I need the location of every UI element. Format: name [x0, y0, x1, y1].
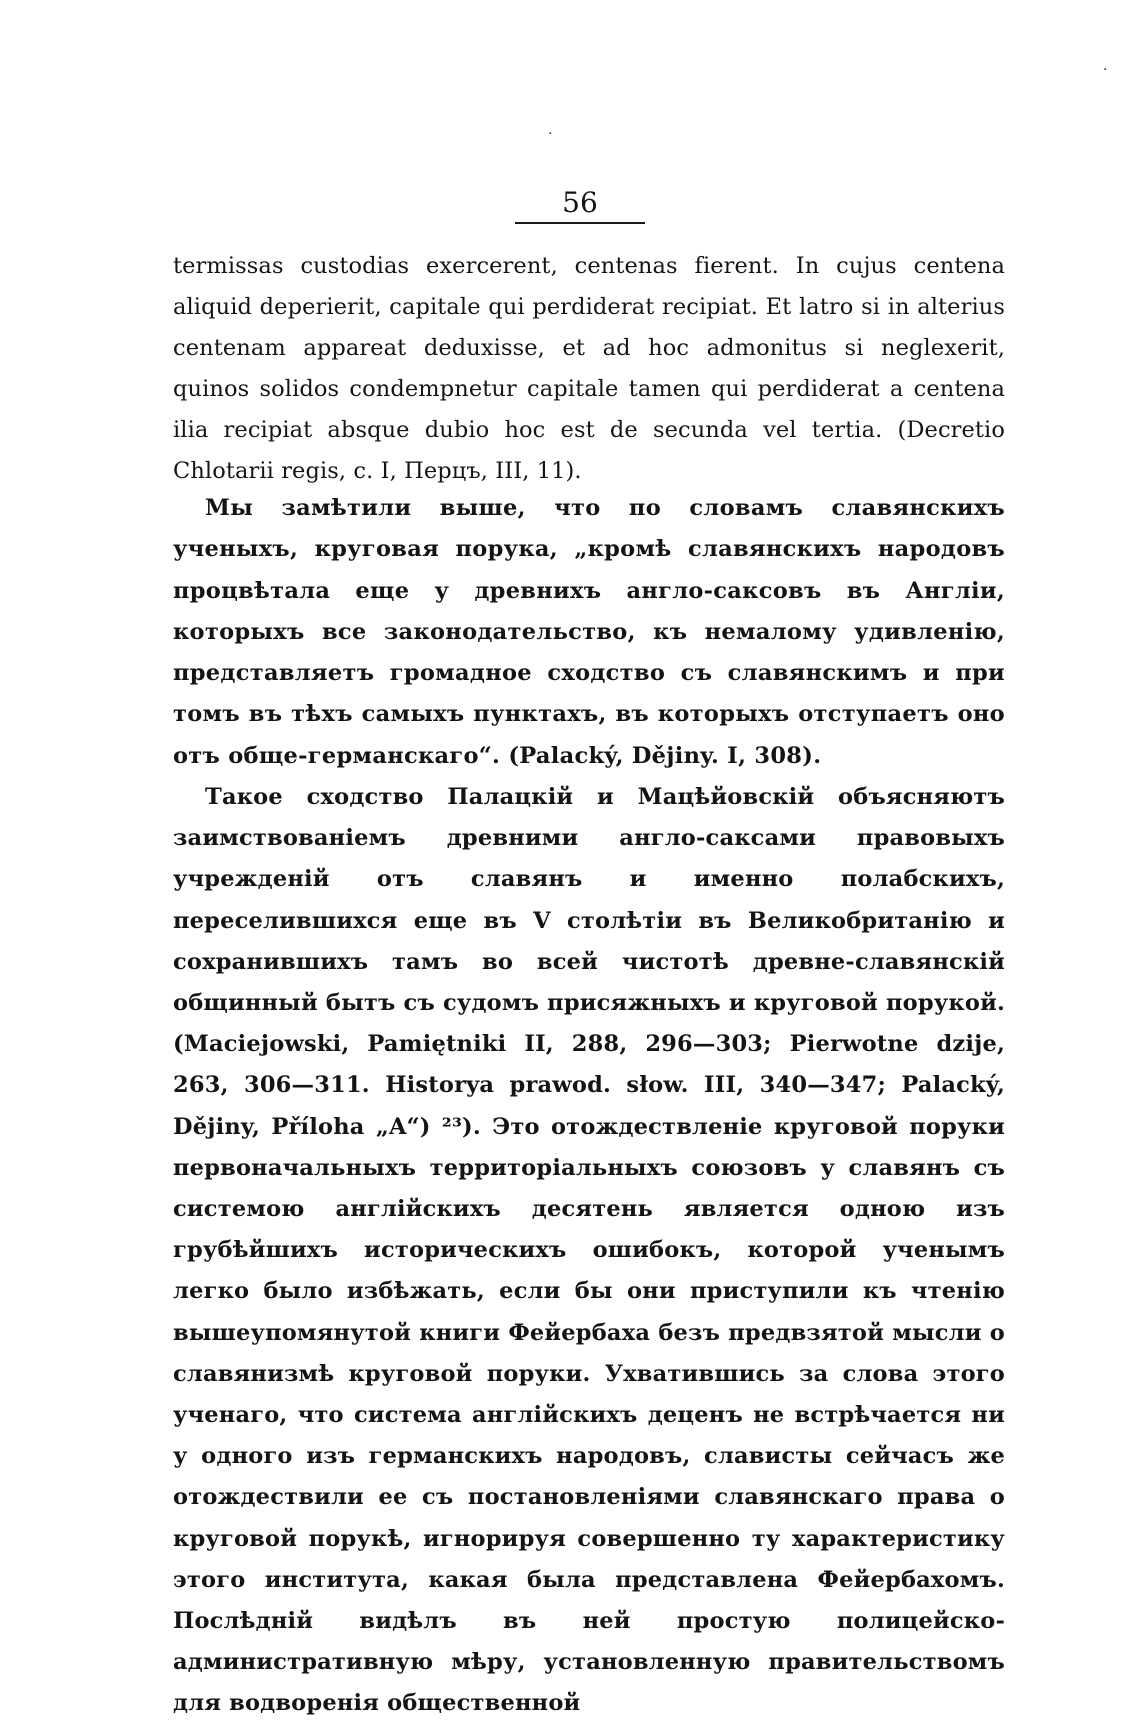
page-number-rule	[515, 222, 645, 224]
latin-quote: termissas custodias exercerent, centenas fierent. In cujus centena aliquid deperierit, capitale qui perdiderat recipiat. Et latro si in alterius centenam appareat deduxisse, et ad hoc admonitus si neglexerit, quinos solidos condempnetur capitale tamen qui perdiderat a centena ilia recipiat absque dubio hoc est de secunda vel tertia. (Decretio Chlotarii regis, c. I, Перцъ, III, 11).	[173, 253, 1005, 484]
margin-speck: ·	[548, 126, 553, 142]
paragraph-1: Мы замѣтили выше, что по словамъ славянскихъ ученыхъ, круговая порука, „кромѣ славянскихъ народовъ процвѣтала еще у древнихъ англо-саксовъ въ Англіи, которыхъ все законодательство, къ немалому удивленію, представляетъ громадное сходство съ славянскимъ и при томъ въ тѣхъ самыхъ пунктахъ, въ которыхъ отступаетъ оно отъ обще-германскаго“. (Palacký, Dějiny. I, 308).	[173, 495, 1005, 769]
paragraph-2: Такое сходство Палацкій и Мацѣйовскій объясняютъ заимствованіемъ древними англо-саксами правовыхъ учрежденій отъ славянъ и именно полабскихъ, переселившихся еще въ V столѣтіи въ Великобританію и сохранившихъ тамъ во всей чистотѣ древне-славянскій общинный бытъ съ судомъ присяжныхъ и круговой порукой. (Maciejowski, Pamiętniki II, 288, 296—303; Pierwotne dzije, 263, 306—311. Historya prawod. słow. III, 340—347; Palacký, Dějiny, Příloha „A“) ²³). Это отождествленіе круговой поруки первоначальныхъ территоріальныхъ союзовъ у славянъ съ системою англійскихъ десятень является одною изъ грубѣйшихъ историческихъ ошибокъ, которой ученымъ легко было избѣжать, если бы они приступили къ чтенію вышеупомянутой книги Фейербаха безъ предвзятой мысли о славянизмѣ круговой поруки. Ухватившись за слова этого ученаго, что система англійскихъ деценъ не встрѣчается ни у одного изъ германскихъ народовъ, слависты сейчасъ же отождествили ее съ постановленіями славянскаго права о круговой порукѣ, игнорируя совершенно ту характеристику этого института, какая была представлена Фейербахомъ. Послѣдній видѣлъ въ ней простую полицейско-административную мѣру, установленную правительствомъ для водворенія общественной	[173, 784, 1005, 1717]
margin-speck: ·	[1103, 62, 1108, 78]
page-number: 56	[562, 186, 598, 219]
